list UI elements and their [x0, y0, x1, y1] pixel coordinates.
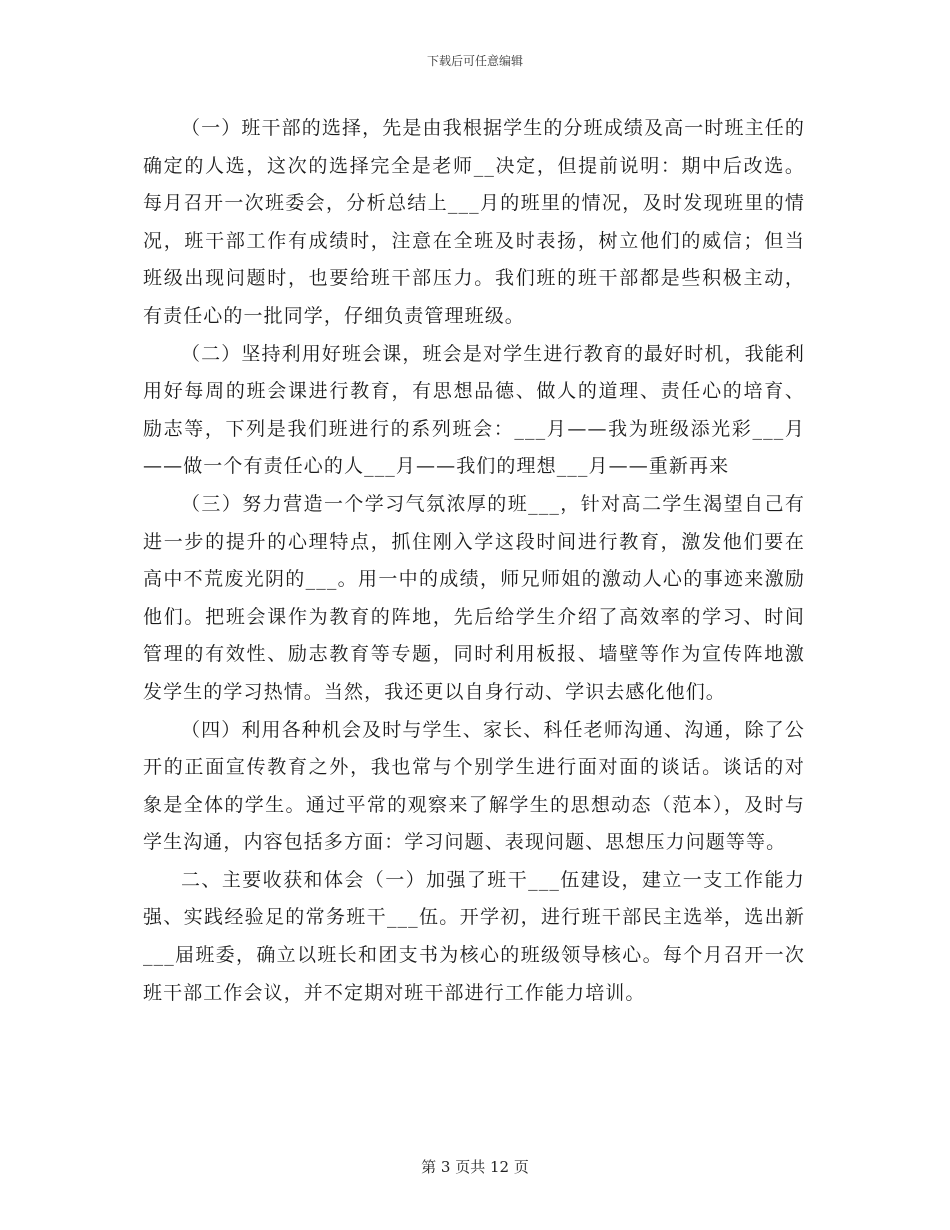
paragraph-main-gains: 二、主要收获和体会（一）加强了班干___伍建设，建立一支工作能力强、实践经验足的常务班干___伍。开学初，进行班干部民主选举，选出新___届班委，确立以班长和团支书为核心的班级领导核心。每个月召开一次班干部工作会议，并不定期对班干部进行工作能力培训。	[143, 868, 805, 1004]
paragraph-class-cadre-selection: （一）班干部的选择，先是由我根据学生的分班成绩及高一时班主任的确定的人选，这次的选择完全是老师__决定，但提前说明：期中后改选。每月召开一次班委会，分析总结上___月的班里的情况，及时发现班里的情况，班干部工作有成绩时，注意在全班及时表扬，树立他们的威信；但当班级出现问题时，也要给班干部压力。我们班的班干部都是些积极主动，有责任心的一批同学，仔细负责管理班级。	[143, 117, 805, 327]
page-number: 第 3 页共 12 页	[421, 1158, 529, 1176]
page-header: 下载后可任意编辑	[426, 54, 523, 68]
paragraph-study-atmosphere: （三）努力营造一个学习气氛浓厚的班___，针对高二学生渴望自己有进一步的提升的心理特点，抓住刚入学这段时间进行教育，激发他们要在高中不荒废光阴的___。用一中的成绩，师兄师姐的激动人心的事迹来激励他们。把班会课作为教育的阵地，先后给学生介绍了高效率的学习、时间管理的有效性、励志教育等专题，同时利用板报、墙壁等作为宣传阵地激发学生的学习热情。当然，我还更以自身行动、学识去感化他们。	[143, 492, 805, 703]
paragraph-class-meetings: （二）坚持利用好班会课，班会是对学生进行教育的最好时机，我能利用好每周的班会课进行教育，有思想品德、做人的道理、责任心的培育、励志等，下列是我们班进行的系列班会：___月——我为班级添光彩___月——做一个有责任心的人___月——我们的理想___月——重新再来	[143, 342, 805, 478]
document-body	[143, 110, 805, 1012]
paragraph-communication: （四）利用各种机会及时与学生、家长、科任老师沟通、沟通，除了公开的正面宣传教育之外，我也常与个别学生进行面对面的谈话。谈话的对象是全体的学生。通过平常的观察来了解学生的思想动态（范本），及时与学生沟通，内容包括多方面：学习问题、表现问题、思想压力问题等等。	[143, 718, 805, 854]
